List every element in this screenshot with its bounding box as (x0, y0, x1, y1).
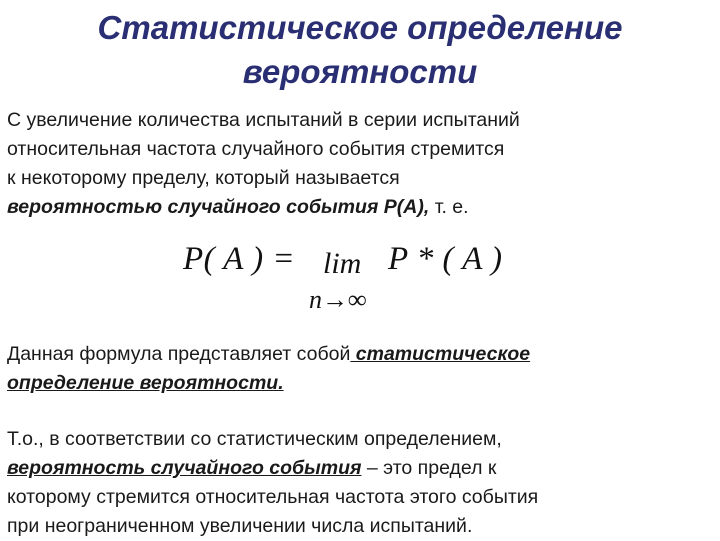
statistical-term-part-1: статистическое (350, 343, 531, 365)
conclusion-line-3: которому стремится относительная частота этого события (7, 486, 539, 508)
conclusion-line-2 (7, 454, 713, 483)
statistical-term-part-2: определение вероятности. (7, 372, 284, 394)
definition-line-3: к некоторому пределу, который называется (7, 167, 400, 189)
formula-rhs: P * ( A ) (388, 241, 503, 277)
definition-line-4 (7, 193, 713, 222)
conclusion-line-2-tail: – это предел к (361, 457, 497, 479)
definition-line-2: относительная частота случайного события стремится (7, 138, 505, 160)
formula-subscript: n→∞ (309, 285, 367, 314)
definition-line-4-tail: т. е. (429, 196, 469, 218)
formula-note-lead: Данная формула представляет собой (7, 343, 351, 365)
slide-title (0, 6, 720, 94)
probability-term: вероятностью случайного события Р(А), (7, 196, 430, 218)
formula-lim: lim (323, 247, 362, 280)
formula-note-line-1 (7, 340, 713, 369)
event-probability-term: вероятность случайного события (7, 457, 362, 479)
limit-formula (183, 241, 523, 323)
conclusion-line-4: при неограниченном увеличении числа испытаний. (7, 515, 473, 537)
slide-title-line-1: Статистическое определение (97, 9, 623, 46)
formula-note-paragraph (7, 340, 713, 398)
slide-title-line-2: вероятности (242, 53, 478, 90)
definition-line-1: С увеличение количества испытаний в серии испытаний (7, 109, 520, 131)
conclusion-paragraph (7, 425, 713, 541)
formula-lhs: P( A ) = (183, 241, 296, 277)
definition-paragraph (7, 106, 713, 222)
formula-note-line-2 (7, 369, 713, 398)
conclusion-line-1: Т.о., в соответствии со статистическим определением, (7, 428, 502, 450)
